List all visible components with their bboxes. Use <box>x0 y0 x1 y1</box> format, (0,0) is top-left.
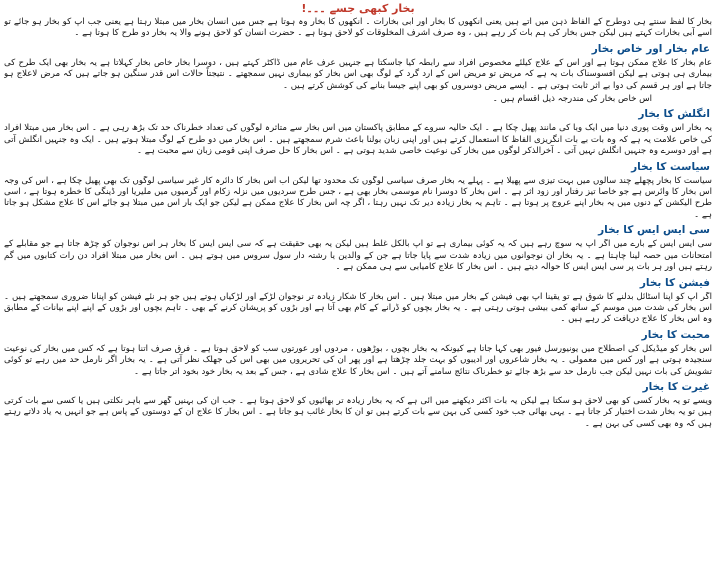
paragraph: ویسے تو یہ بخار کسی کو بھی لاحق ہو سکتا ہے لیکن یہ بات اکثر دیکھنے میں آئی ہے کہ یہ بخار زیادہ تر بھائیوں کو لاحق ہوتا ہے ۔ جب ان کی بہنیں گھر سے باہر نکلتی ہیں یا کسی سے بات کرتی ہیں تو یہ بخار شدت اختیار کر جاتا ہے ۔ یہی بھائی جب خود کسی کی بہن سے بات کرتے ہیں تو ان کا بخار غائب ہو جاتا ہے ۔ اس بخار کا علاج ان کے دوستوں کے پاس ہے جو انہیں یہ یاد دلاتے رہتے ہیں کہ وہ بھی کسی کی بہن ہے ۔ <box>4 395 712 429</box>
paragraph: اس خاص بخار کی مندرجہ ذیل اقسام ہیں ۔ <box>492 94 652 105</box>
section-css-fever <box>4 223 712 273</box>
paragraph: اگر آپ کو اپنا اسٹائل بدلنے کا شوق ہے تو یقیناً آپ بھی فیشن کے بخار میں مبتلا ہیں ۔ اس بخار کا شکار زیادہ تر نوجوان لڑکے اور لڑکیاں ہوتے ہیں جو ہر نئے فیشن کو اپنانا ضروری سمجھتے ہیں ۔ اس بخار کی شدت میں موسم کے ساتھ کمی بیشی ہوتی رہتی ہے ۔ یہ بخار بچوں کو ڈرانے کے کام بھی آتا ہے اور بڑوں کو پریشان کرنے کے بھی ۔ تاہم بچوں اور بڑوں کے اپنے اپنے بیانات کے مطابق وہ اس بخار کا علاج دریافت کر رہے ہیں ۔ <box>4 291 712 325</box>
section-fashion-fever <box>4 276 712 326</box>
section-general-special-fever <box>4 42 712 106</box>
section-heading-text: محبت کا بخار <box>642 328 712 342</box>
section-heading-text: سی ایس ایس کا بخار <box>598 223 712 237</box>
paragraph: سی ایس ایس کے بارے میں اگر آپ یہ سوچ رہے ہیں کہ یہ کوئی بیماری ہے تو آپ بالکل غلط ہیں لیکن یہ بھی حقیقت ہے کہ سی ایس ایس کا بخار ہر اس نوجوان کو چڑھ جاتا ہے جو مقابلے کے امتحانات میں حصہ لینا چاہتا ہے ۔ یہ بخار ان نوجوانوں میں زیادہ شدت سے پایا جاتا ہے جن کے والدین یا رشتہ دار سول سروس میں ہوتے ہیں ۔ اس بخار میں مبتلا افراد دن رات کتابوں میں گم رہتے ہیں اور ہر بات پر سی ایس ایس کا حوالہ دیتے ہیں ۔ اس بخار کا علاج کامیابی سے ہی ممکن ہے ۔ <box>4 239 712 273</box>
section-heading <box>4 42 712 56</box>
section-honor-fever <box>4 380 712 430</box>
section-heading <box>4 160 712 174</box>
section-heading-text: سیاست کا بخار <box>631 160 712 174</box>
section-love-fever <box>4 328 712 378</box>
paragraph: عام بخار کا علاج ممکن ہوتا ہے اور اس کے علاج کیلئے مخصوص افراد سے رابطہ کیا جاسکتا ہے جنہیں عرف عام میں ڈاکٹر کہتے ہیں ، دوسرا بخار خاص بخار کہلاتا ہے یہ بخار بھی ایک طرح کی بیماری ہی ہوتی ہے لیکن افسوسناک بات یہ ہے کہ مریض تو مریض اس کے ارد گرد کے لوگ بھی اس بخار کو بیماری نہیں سمجھتے ۔ نتیجتاً حالات اس قدر سنگین ہو جاتے ہیں کہ مرض لاعلاج ہو جاتا ہے اور ہر قسم کی دوا بے اثر ثابت ہوتی ہے ۔ ایسے مریض دوسروں کو بھی اپنے جیسا بنانے کی کوشش کرتے ہیں ۔ <box>4 57 712 91</box>
paragraph: اس بخار کو میڈیکل کی اصطلاح میں یونیورسل فیور بھی کہا جاتا ہے کیونکہ یہ بخار بچوں ، بوڑھوں ، مردوں اور عورتوں سب کو لاحق ہوتا ہے ۔ فرق صرف اتنا ہوتا ہے کہ کس میں بخار کی نوعیت سنجیدہ ہوتی ہے اور کس میں معمولی ۔ یہ بخار شاعروں اور ادیبوں کو بہت جلد چڑھتا ہے اور پھر ان کی تحریروں میں بھی اس کی جھلک نظر آتی ہے ۔ یہ بخار اگر نارمل حد میں رہے تو کوئی تشویش کی بات نہیں لیکن جب نارمل حد سے بڑھ جائے تو خطرناک نتائج سامنے آتے ہیں ۔ اس بخار کا علاج شادی ہے ، جس کے بعد یہ بخار خود بخود اتر جاتا ہے ۔ <box>4 343 712 377</box>
section-heading <box>4 223 712 237</box>
section-heading-text: فیشن کا بخار <box>640 276 712 290</box>
paragraph: سیاست کا بخار پچھلے چند سالوں میں بہت تیزی سے پھیلا ہے ۔ پہلے یہ بخار صرف سیاسی لوگوں تک محدود تھا لیکن اب اس بخار کا دائرہ کار غیر سیاسی لوگوں تک بھی پھیل چکا ہے ، اس کی وجہ اس بخار کا وائرس ہے جو خاصا تیز رفتار اور زود اثر ہے ۔ اس بخار کا دوسرا نام موسمی بخار بھی ہے ، جس طرح سردیوں میں نزلہ زکام اور گرمیوں میں ملیریا اور ڈینگی کا خطرہ ہوتا ہے ، اسی طرح الیکشن کے دنوں میں یہ بخار اپنے عروج پر ہوتا ہے ۔ تاہم یہ بخار زیادہ دیر تک نہیں رہتا ، اگر چہ اس بخار کا علاج ممکن ہے لیکن جو ایک بار اس میں مبتلا ہو جائے اس کا علاج مشکل ہو جاتا ہے ۔ <box>4 175 712 220</box>
section-heading <box>4 107 712 121</box>
section-intro <box>4 17 712 40</box>
section-english-fever <box>4 107 712 157</box>
section-heading-text: غیرت کا بخار <box>643 380 712 394</box>
section-politics-fever <box>4 160 712 222</box>
section-heading <box>4 380 712 394</box>
section-heading <box>4 276 712 290</box>
section-heading-text: انگلش کا بخار <box>638 107 712 121</box>
article-title: بخار کبھی جسے ۔۔۔! <box>301 2 415 15</box>
paragraph: بخار کا لفظ سنتے ہی دوطرح کے الفاظ ذہن میں آتے ہیں یعنی آنکھوں کا بخار اور آبی بخارات ۔ آنکھوں کا بخار وہ ہوتا ہے جس میں انسان بخار میں مبتلا رہتا ہے یعنی جب آپ کو بخار ہو جائے تو اسے آبی بخارات کہتے ہیں لیکن جس بخار کی ہم بات کر رہے ہیں ، وہ صرف اشرف المخلوقات کو لاحق ہوتا ہے ۔ حضرت انسان کو لاحق ہونے والا یہ بخار دو طرح کا ہوتا ہے ۔ <box>4 17 712 39</box>
section-heading <box>4 328 712 342</box>
section-heading-text: عام بخار اور خاص بخار <box>592 42 712 56</box>
paragraph: یہ بخار اس وقت پوری دنیا میں ایک وبا کی مانند پھیل چکا ہے ۔ ایک حالیہ سروے کے مطابق پاکستان میں اس بخار سے متاثرہ لوگوں کی تعداد خطرناک حد تک بڑھ رہی ہے ۔ اس بخار میں مبتلا افراد کی خاص علامت یہ ہے کہ وہ بات بے بات انگریزی الفاظ کا استعمال کرتے ہیں اور اپنی زبان بولنا باعث شرم سمجھتے ہیں ۔ اس بخار میں دو طرح کے لوگ مبتلا ہوتے ہیں ۔ ایک وہ جنہیں انگلش آتی ہے اور دوسرے وہ جنہیں انگلش نہیں آتی ۔ آخرالذکر لوگوں میں بخار کی نوعیت خاصی شدید ہوتی ہے ۔ اس بخار کا حل صرف اپنی قومی زبان سے محبت ہے ۔ <box>4 123 712 157</box>
